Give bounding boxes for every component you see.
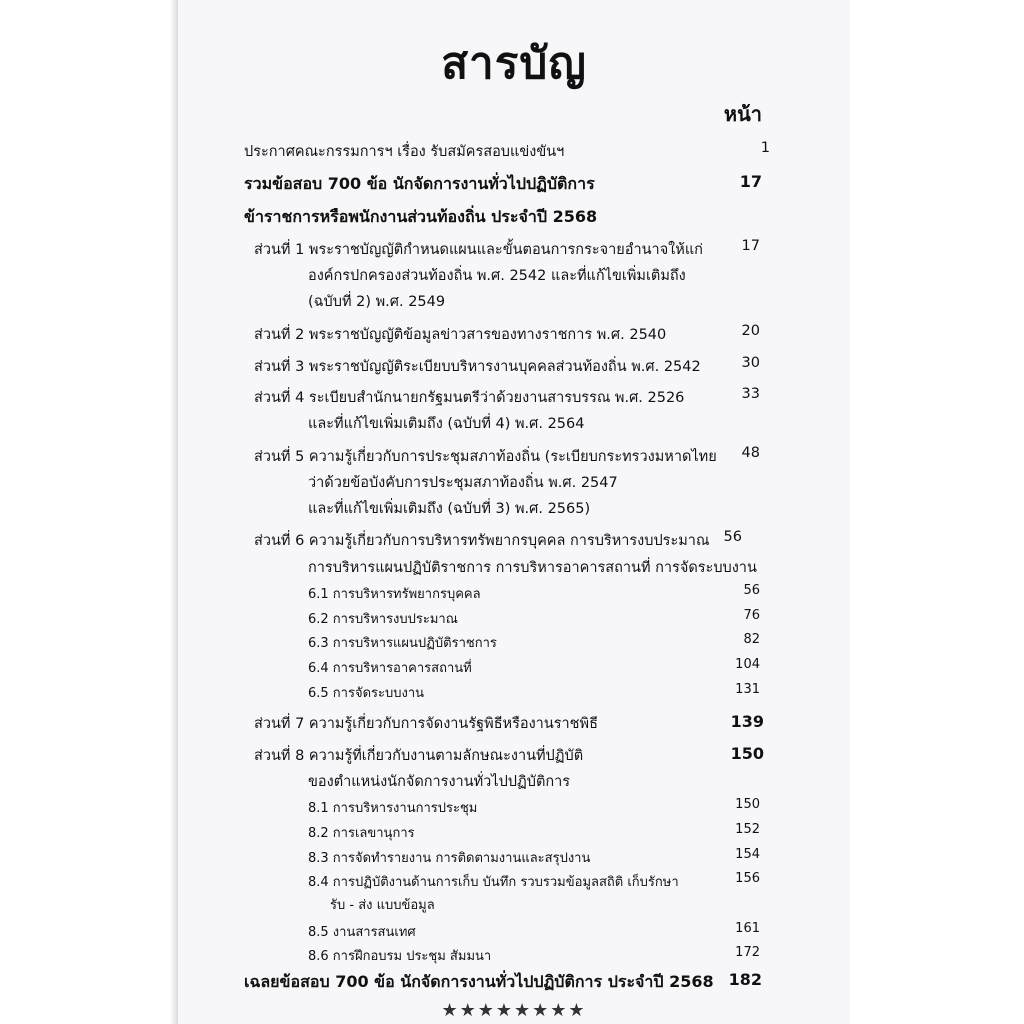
toc-subentry: 6.3 การบริหารแผนปฏิบัติราชการ [308, 636, 497, 651]
toc-entry: รวมข้อสอบ 700 ข้อ นักจัดการงานทั่วไปปฏิบัติการ [244, 174, 595, 193]
toc-subentry: 6.1 การบริหารทรัพยากรบุคคล [308, 587, 481, 602]
toc-page-number: 182 [728, 970, 762, 989]
toc-page-number: 76 [743, 608, 760, 623]
page-title: สารบัญ [441, 38, 587, 89]
toc-entry: เฉลยข้อสอบ 700 ข้อ นักจัดการงานทั่วไปปฏิบัติการ ประจำปี 2568 [244, 972, 714, 991]
toc-entry: และที่แก้ไขเพิ่มเติมถึง (ฉบับที่ 4) พ.ศ. 2564 [308, 416, 585, 432]
toc-page-number: 156 [735, 871, 760, 886]
toc-entry: ส่วนที่ 2 พระราชบัญญัติข้อมูลข่าวสารของทางราชการ พ.ศ. 2540 [254, 327, 667, 343]
toc-entry: ส่วนที่ 6 ความรู้เกี่ยวกับการบริหารทรัพยากรบุคคล การบริหารงบประมาณ [254, 533, 710, 549]
page-column-header: หน้า [723, 102, 762, 126]
toc-subentry: 8.5 งานสารสนเทศ [308, 925, 416, 940]
toc-page-number: 48 [741, 445, 760, 461]
toc-page-number: 131 [735, 682, 760, 697]
toc-subentry: 8.1 การบริหารงานการประชุม [308, 801, 478, 816]
toc-entry: ส่วนที่ 1 พระราชบัญญัติกำหนดแผนและขั้นตอนการกระจายอำนาจให้แก่ [254, 242, 703, 258]
toc-page-number: 33 [741, 386, 760, 402]
toc-entry: ส่วนที่ 3 พระราชบัญญัติระเบียบบริหารงานบุคคลส่วนท้องถิ่น พ.ศ. 2542 [254, 359, 701, 375]
toc-page-number: 17 [739, 172, 762, 191]
toc-entry: ของตำแหน่งนักจัดการงานทั่วไปปฏิบัติการ [308, 774, 571, 790]
toc-page-number: 139 [730, 712, 764, 731]
toc-page-number: 20 [741, 323, 760, 339]
toc-entry: ประกาศคณะกรรมการฯ เรื่อง รับสมัครสอบแข่งขันฯ [244, 144, 565, 160]
toc-page-number: 154 [735, 847, 760, 862]
toc-entry: ส่วนที่ 8 ความรู้ที่เกี่ยวกับงานตามลักษณะงานที่ปฏิบัติ [254, 748, 584, 764]
toc-entry: (ฉบับที่ 2) พ.ศ. 2549 [308, 294, 446, 310]
toc-page-number: 152 [735, 822, 760, 837]
right-margin [850, 0, 1024, 1024]
toc-page-number: 56 [743, 583, 760, 598]
toc-page-number: 150 [730, 744, 764, 763]
toc-entry: ข้าราชการหรือพนักงานส่วนท้องถิ่น ประจำปี 2568 [244, 207, 598, 226]
toc-page-number: 161 [735, 921, 760, 936]
toc-subentry: 6.4 การบริหารอาคารสถานที่ [308, 661, 472, 676]
toc-page-number: 56 [723, 529, 742, 545]
toc-subentry: 6.5 การจัดระบบงาน [308, 686, 425, 701]
toc-subentry: 8.4 การปฏิบัติงานด้านการเก็บ บันทึก รวบรวมข้อมูลสถิติ เก็บรักษา [308, 875, 679, 890]
toc-subentry: รับ - ส่ง แบบข้อมูล [330, 898, 435, 913]
toc-subentry: 8.2 การเลขานุการ [308, 826, 415, 841]
toc-page [178, 0, 850, 1024]
toc-subentry: 8.6 การฝึกอบรม ประชุม สัมมนา [308, 949, 492, 964]
toc-entry: ส่วนที่ 7 ความรู้เกี่ยวกับการจัดงานรัฐพิธีหรืองานราชพิธี [254, 716, 598, 732]
left-margin [0, 0, 176, 1024]
toc-page-number: 30 [741, 355, 760, 371]
toc-subentry: 8.3 การจัดทำรายงาน การติดตามงานและสรุปงาน [308, 851, 591, 866]
toc-entry: การบริหารแผนปฏิบัติราชการ การบริหารอาคารสถานที่ การจัดระบบงาน [308, 560, 757, 576]
toc-entry: ว่าด้วยข้อบังคับการประชุมสภาท้องถิ่น พ.ศ. 2547 [308, 475, 618, 491]
toc-subentry: 6.2 การบริหารงบประมาณ [308, 612, 458, 627]
footer-stars: ★★★★★★★★ [441, 1000, 587, 1021]
toc-entry: องค์กรปกครองส่วนท้องถิ่น พ.ศ. 2542 และที่แก้ไขเพิ่มเติมถึง [308, 268, 686, 284]
toc-entry: ส่วนที่ 5 ความรู้เกี่ยวกับการประชุมสภาท้องถิ่น (ระเบียบกระทรวงมหาดไทย [254, 449, 717, 465]
toc-page-number: 17 [741, 238, 760, 254]
toc-page-number: 1 [760, 140, 770, 156]
toc-page-number: 150 [735, 797, 760, 812]
toc-page-number: 172 [735, 945, 760, 960]
toc-page-number: 82 [743, 632, 760, 647]
toc-entry: ส่วนที่ 4 ระเบียบสำนักนายกรัฐมนตรีว่าด้วยงานสารบรรณ พ.ศ. 2526 [254, 390, 685, 406]
toc-page-number: 104 [735, 657, 760, 672]
toc-entry: และที่แก้ไขเพิ่มเติมถึง (ฉบับที่ 3) พ.ศ. 2565) [308, 501, 591, 517]
